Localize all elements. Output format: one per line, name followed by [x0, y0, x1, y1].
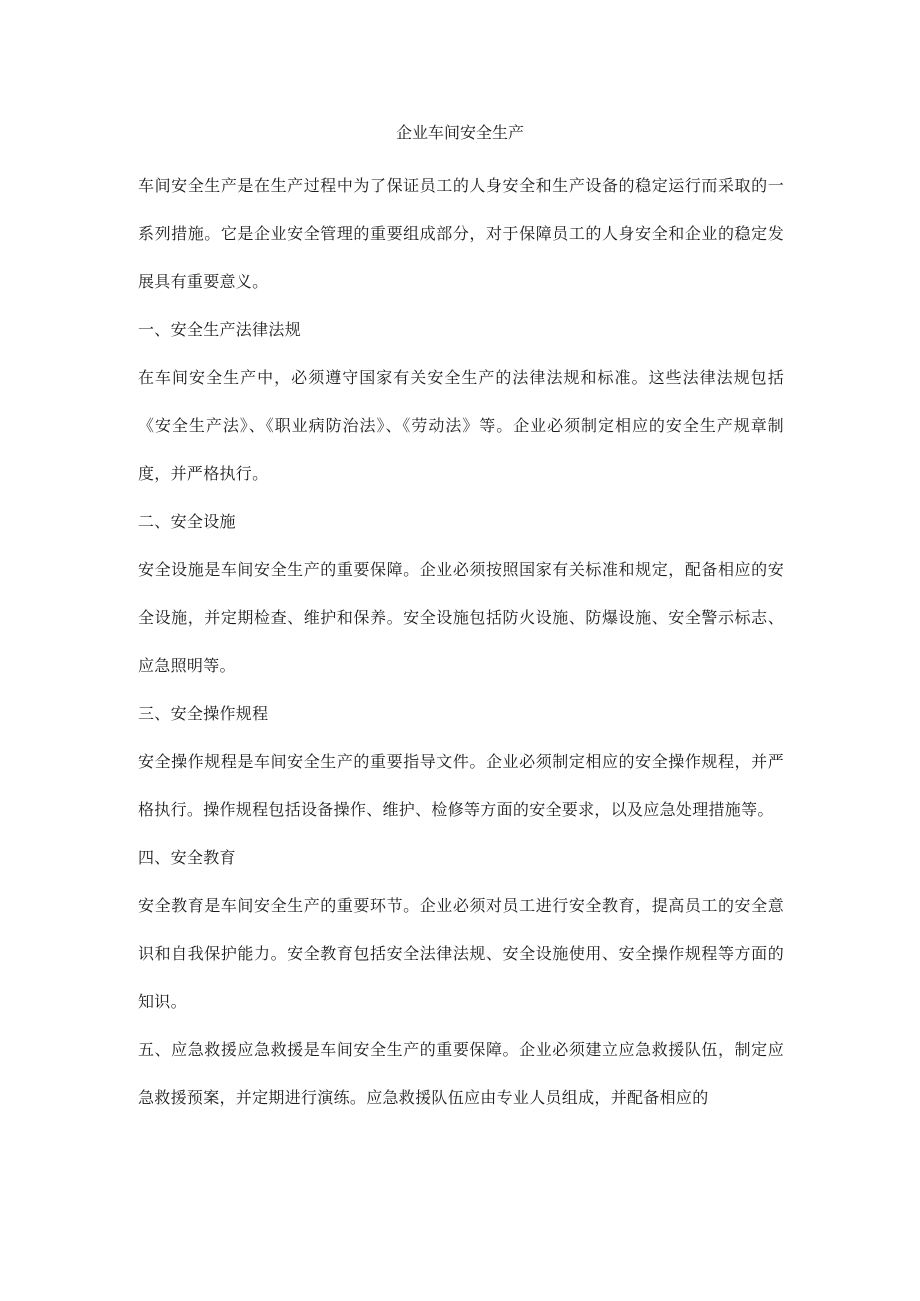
laws-paragraph: 在车间安全生产中，必须遵守国家有关安全生产的法律法规和标准。这些法律法规包括《安全生产法》、《职业病防治法》、《劳动法》等。企业必须制定相应的安全生产规章制度，并严格执行。: [138, 368, 784, 483]
document-title: 企业车间安全生产: [395, 123, 524, 142]
intro-paragraph: 车间安全生产是在生产过程中为了保证员工的人身安全和生产设备的稳定运行而采取的一系列措施。它是企业安全管理的重要组成部分，对于保障员工的人身安全和企业的稳定发展具有重要意义。: [138, 176, 784, 291]
education-paragraph: 安全教育是车间安全生产的重要环节。企业必须对员工进行安全教育，提高员工的安全意识和自我保护能力。安全教育包括安全法律法规、安全设施使用、安全操作规程等方面的知识。: [138, 896, 784, 1011]
procedures-paragraph: 安全操作规程是车间安全生产的重要指导文件。企业必须制定相应的安全操作规程，并严格执行。操作规程包括设备操作、维护、检修等方面的安全要求，以及应急处理措施等。: [138, 752, 784, 819]
section-heading-laws: 一、安全生产法律法规: [138, 320, 302, 339]
document-body: [138, 162, 784, 1122]
facilities-paragraph: 安全设施是车间安全生产的重要保障。企业必须按照国家有关标准和规定，配备相应的安全设施，并定期检查、维护和保养。安全设施包括防火设施、防爆设施、安全警示标志、应急照明等。: [138, 560, 784, 675]
section-heading-procedures: 三、安全操作规程: [138, 704, 269, 723]
emergency-paragraph: 五、应急救援应急救援是车间安全生产的重要保障。企业必须建立应急救援队伍，制定应急救援预案，并定期进行演练。应急救援队伍应由专业人员组成，并配备相应的: [138, 1040, 784, 1107]
section-heading-education: 四、安全教育: [138, 848, 236, 867]
section-heading-facilities: 二、安全设施: [138, 512, 236, 531]
